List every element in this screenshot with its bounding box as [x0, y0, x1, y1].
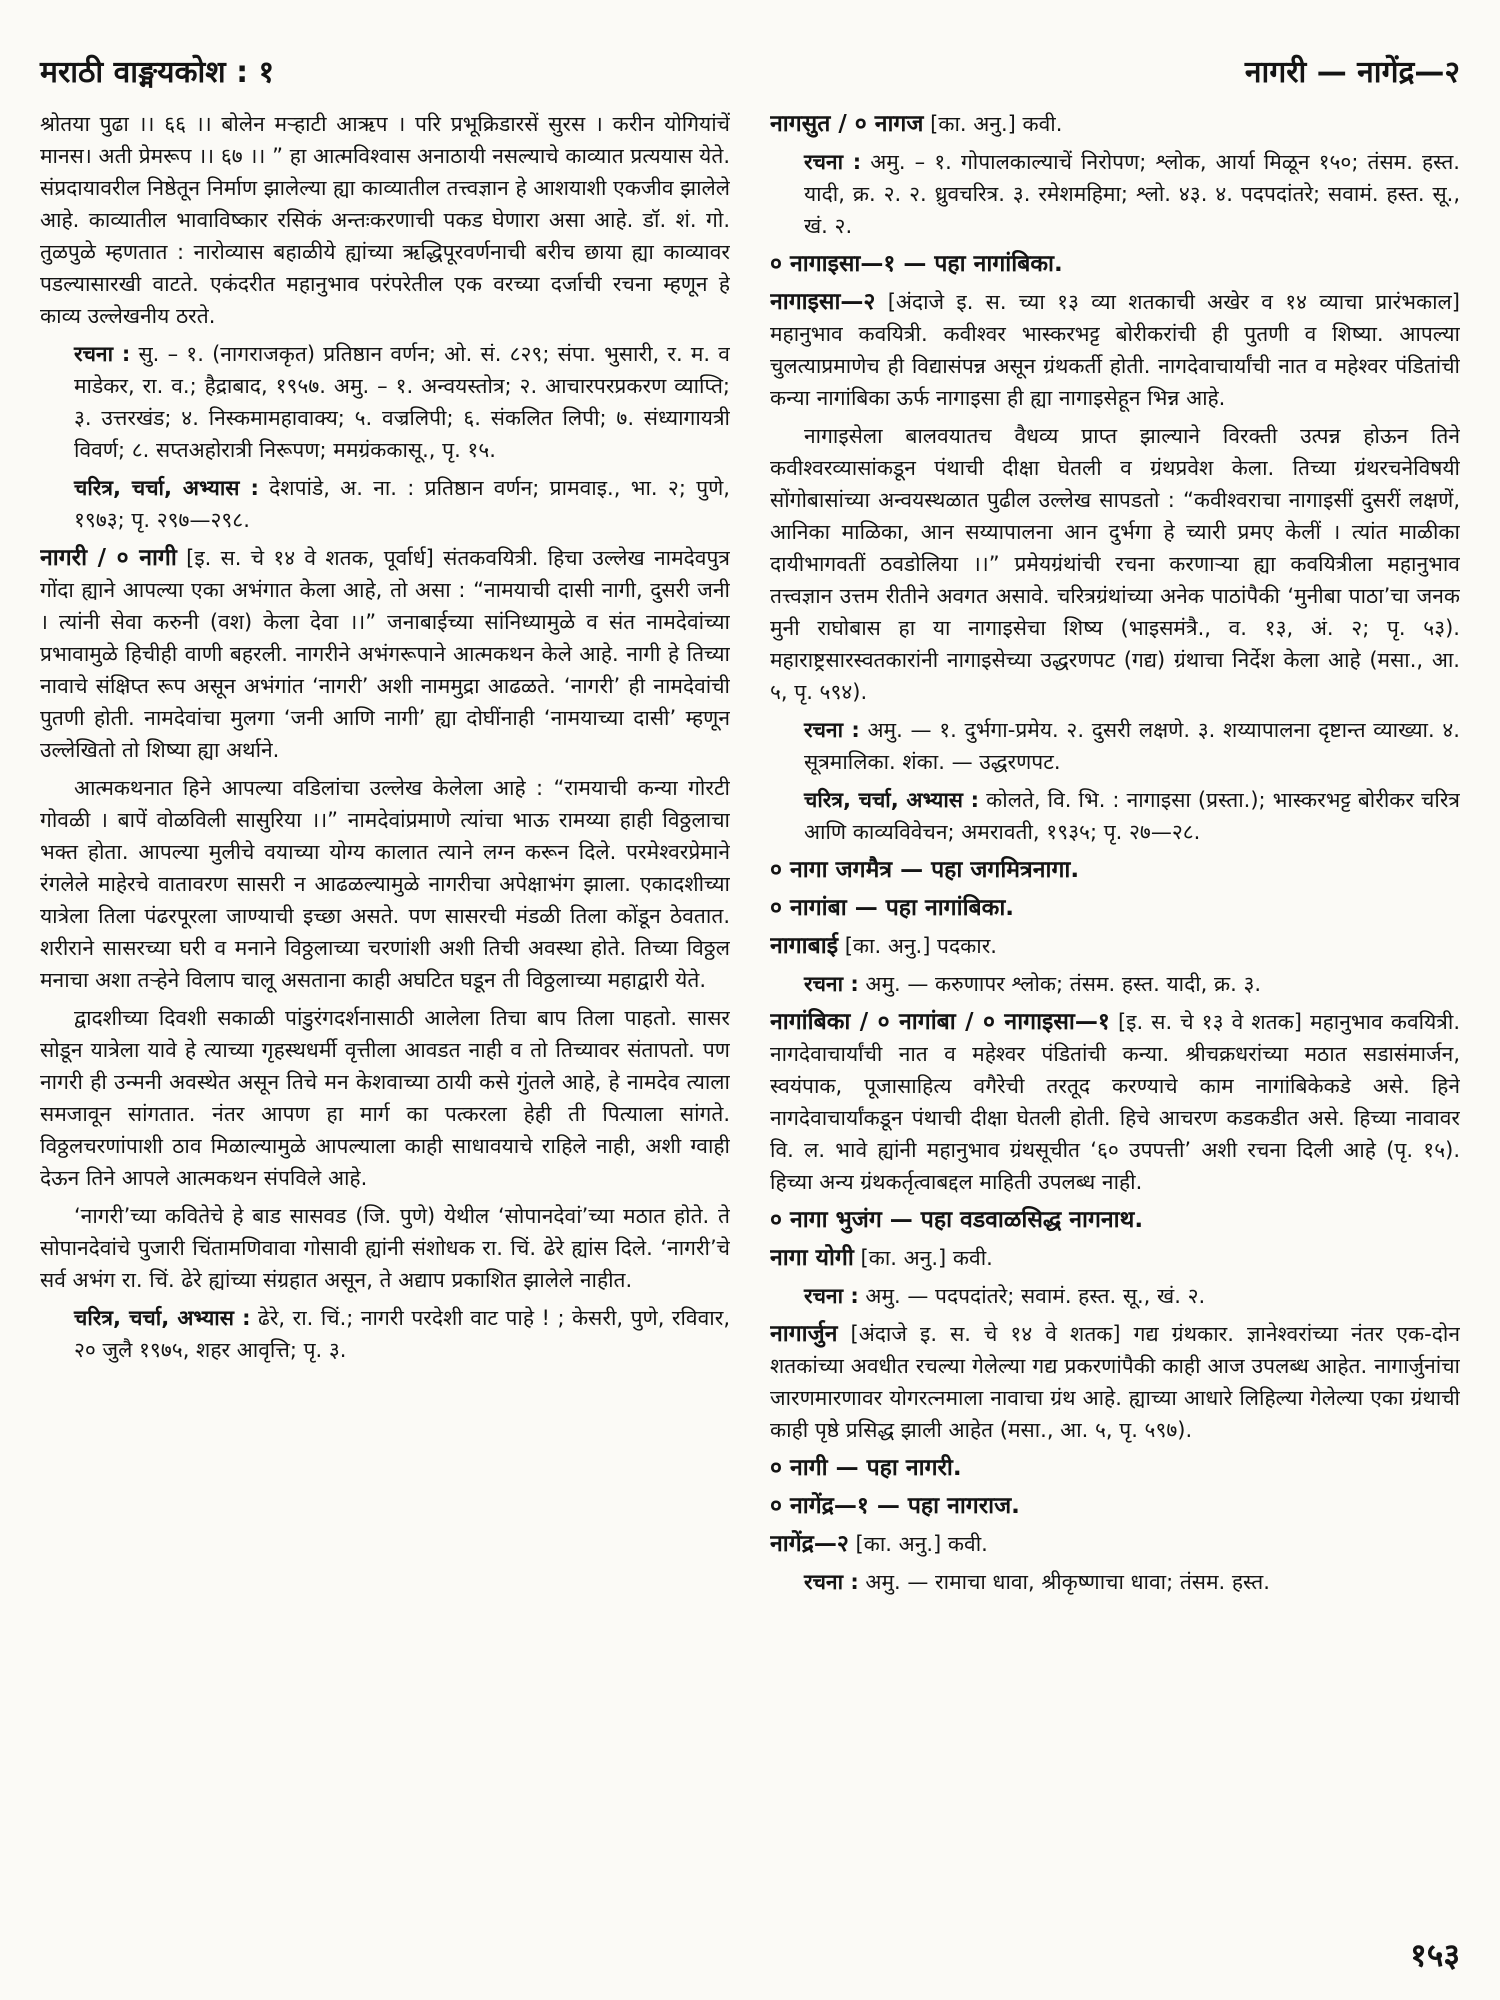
works-text: अमु. — पदपदांतरे; सवामं. हस्त. सू., खं. २.	[865, 1284, 1206, 1308]
works-label: रचना :	[804, 150, 862, 174]
works-text: अमु. — रामाचा धावा, श्रीकृष्णाचा धावा; तंसम. हस्त.	[865, 1570, 1270, 1594]
works-label: रचना :	[804, 1284, 859, 1308]
cross-reference: ० नागी — पहा नागरी.	[770, 1455, 962, 1481]
cross-reference: ० नागेंद्र—१ — पहा नागराज.	[770, 1493, 1020, 1519]
references-label: चरित्र, चर्चा, अभ्यास :	[804, 788, 980, 812]
entry-nagarjun	[770, 1318, 1460, 1446]
page-number: १५३	[1410, 1936, 1460, 1974]
book-title: मराठी वाङ्मयकोश : १	[40, 54, 275, 90]
works-label: रचना :	[804, 718, 860, 742]
works-text: सु. – १. (नागराजकृत) प्रतिष्ठान वर्णन; ओ. सं. ८२९; संपा. भुसारी, र. म. व माडेकर, रा. व.; हैद्राबाद, १९५७. अमु. – १. अन्वयस्तोत्र; २. आचारपरप्रकरण व्याप्ति; ३. उत्तरखंड; ४. निस्कमामहावाक्य; ५. वज्रलिपी; ६. संकलित लिपी; ७. संध्यागायत्री विवर्ण; ८. सप्तअहोरात्री निरूपण; ममग्रंककासू., पृ. १५.	[74, 342, 730, 462]
entry-text: [का. अनु.] कवी.	[855, 1532, 988, 1556]
entry-text: [अंदाजे इ. स. चे १४ वे शतक] गद्य ग्रंथकार. ज्ञानेश्वरांच्या नंतर एक-दोन शतकांच्या अवधीत रचल्या गेलेल्या गद्य प्रकरणांपैकी काही आज उपलब्ध आहेत. नागार्जुनांचा जारणमारणावर योगरत्नमाला नावाचा ग्रंथ आहे. ह्याच्या आधारे लिहिल्या गेलेल्या एका ग्रंथाची काही पृष्ठे प्रसिद्ध झाली आहेत (मसा., आ. ५, पृ. ५९७).	[770, 1322, 1460, 1442]
paragraph: नागाइसेला बालवयातच वैधव्य प्राप्त झाल्याने विरक्ती उत्पन्न होऊन तिने कवीश्वरव्यासांकडून पंथाची दीक्षा घेतली व ग्रंथप्रवेश केला. तिच्या ग्रंथरचनेविषयी सोंगोबासांच्या अन्वयस्थळात पुढील उल्लेख सापडतो : “कवीश्वराचा नागाइसीं दुसरीं लक्षणें, आनिका माळिका, आन सय्यापालना आन दुर्भगा हे च्यारी प्रमए केलीं । त्यांत माळीका दायीभागवतीं ठवडोलिया ।।” प्रमेयग्रंथांची रचना करणाऱ्या ह्या कवयित्रीला महानुभाव तत्त्वज्ञान उत्तम रीतीने अवगत असावे. चरित्रग्रंथांच्या अनेक पाठांपैकी ‘मुनीबा पाठा’चा जनक मुनी राघोबास हा या नागाइसेचा शिष्य (भाइसमंत्रै., व. १३, अं. २; पृ. ५३). महाराष्ट्रसारस्वतकारांनी नागाइसेच्या उद्धरणपट (गद्य) ग्रंथाचा निर्देश केला आहे (मसा., आ. ५, पृ. ५९४).	[770, 424, 1460, 704]
entry-nagabai	[770, 930, 1460, 962]
left-column	[40, 108, 730, 1948]
entry-nagambika	[770, 1006, 1460, 1198]
cross-reference: ० नागाइसा—१ — पहा नागांबिका.	[770, 251, 1063, 277]
entry-headword: नागेंद्र—२	[770, 1531, 849, 1557]
page-header	[40, 40, 1460, 100]
paragraph: आत्मकथनात हिने आपल्या वडिलांचा उल्लेख केलेला आहे : “रामयाची कन्या गोरटी गोवळी । बापें वोळविली सासुरिया ।।” नामदेवांप्रमाणे त्यांचा भाऊ रामय्या हाही विठ्ठलाचा भक्त होता. आपल्या मुलीचे वयाच्या योग्य कालात त्याने लग्न करून दिले. परमेश्वरप्रेमाने रंगलेले माहेरचे वातावरण सासरी न आढळल्यामुळे नागरीचा अपेक्षाभंग झाला. एकादशीच्या यात्रेला तिला पंढरपूरला जाण्याची इच्छा असते. पण सासरची मंडळी तिला कोंडून ठेवतात. शरीराने सासरच्या घरी व मनाने विठ्ठलाच्या चरणांशी अशी तिची अवस्था होते. तिच्या विठ्ठल मनाचा अशा तऱ्हेने विलाप चालू असताना काही अघटित घडून ती विठ्ठलाच्या महाद्वारी येते.	[40, 776, 730, 992]
entry-works	[770, 146, 1460, 242]
cross-reference: ० नागांबा — पहा नागांबिका.	[770, 895, 1015, 921]
entry-text: [इ. स. चे १४ वे शतक, पूर्वार्ध] संतकवयित्री. हिचा उल्लेख नामदेवपुत्र गोंदा ह्याने आपल्या एका अभंगात केला आहे, तो असा : “नामयाची दासी नागी, दुसरी जनी । त्यांनी सेवा करुनी (वश) केला देवा ।।” जनाबाईच्या सांनिध्यामुळे व संत नामदेवांच्या प्रभावामुळे हिचीही वाणी बहरली. नागरीने अभंगरूपाने आत्मकथन केले आहे. नागी हे तिच्या नावाचे संक्षिप्त रूप असून अभंगांत ‘नागरी’ अशी नाममुद्रा आढळते. ‘नागरी’ ही नामदेवांची पुतणी होती. नामदेवांचा मुलगा ‘जनी आणि नागी’ ह्या दोघींनाही ‘नामयाच्या दासी’ म्हणून उल्लेखितो तो शिष्या ह्या अर्थाने.	[40, 546, 730, 762]
entry-works	[770, 714, 1460, 778]
page-range-title: नागरी — नागेंद्र—२	[1244, 54, 1460, 90]
works-label: रचना :	[804, 972, 859, 996]
entry-text: [का. अनु.] पदकार.	[844, 934, 997, 958]
entry-works	[770, 1566, 1460, 1598]
references-text: कोलते, वि. भि. : नागाइसा (प्रस्ता.); भास्करभट्ट बोरीकर चरित्र आणि काव्यविवेचन; अमरावती, १९३५; पृ. २७—२८.	[804, 788, 1460, 844]
entry-text: [का. अनु.] कवी.	[930, 112, 1063, 136]
works-label: रचना :	[804, 1570, 859, 1594]
paragraph: ‘नागरी’च्या कवितेचे हे बाड सासवड (जि. पुणे) येथील ‘सोपानदेवां’च्या मठात होते. ते सोपानदेवांचे पुजारी चिंतामणिवावा गोसावी ह्यांनी संशोधक रा. चिं. ढेरे ह्यांस दिले. ‘नागरी’चे सर्व अभंग रा. चिं. ढेरे ह्यांच्या संग्रहात असून, ते अद्याप प्रकाशित झालेले नाहीत.	[40, 1204, 730, 1292]
references-label: चरित्र, चर्चा, अभ्यास :	[74, 1306, 251, 1330]
works-text: अमु. — करुणापर श्लोक; तंसम. हस्त. यादी, क्र. ३.	[865, 972, 1262, 996]
entry-references	[40, 1302, 730, 1366]
references-label: चरित्र, चर्चा, अभ्यास :	[74, 476, 259, 500]
entry-works	[770, 1280, 1460, 1312]
references-text: देशपांडे, अ. ना. : प्रतिष्ठान वर्णन; प्रामवाइ., भा. २; पुणे, १९७३; पृ. २९७—२९८.	[74, 476, 730, 532]
works-text: अमु. – १. गोपालकाल्याचें निरोपण; श्लोक, आर्या मिळून १५०; तंसम. हस्त. यादी, क्र. २. २. ध्रुवचरित्र. ३. रमेशमहिमा; श्लो. ४३. ४. पदपदांतरे; सवामं. हस्त. सू., खं. २.	[804, 150, 1460, 238]
entry-headword: नागरी / ० नागी	[40, 545, 177, 571]
entry-headword: नागांबिका / ० नागांबा / ० नागाइसा—१	[770, 1009, 1110, 1035]
entry-text: [का. अनु.] कवी.	[860, 1246, 993, 1270]
works-label: रचना :	[74, 342, 131, 366]
references-text: ढेरे, रा. चिं.; नागरी परदेशी वाट पाहे ! ; केसरी, पुणे, रविवार, २० जुलै १९७५, शहर आवृत्ति; पृ. ३.	[74, 1306, 730, 1362]
entry-nagasut	[770, 108, 1460, 140]
entry-text: [अंदाजे इ. स. च्या १३ व्या शतकाची अखेर व १४ व्याचा प्रारंभकाल] महानुभाव कवयित्री. कवीश्वर भास्करभट्ट बोरीकरांची ही पुतणी व शिष्या. आपल्या चुलत्याप्रमाणेच ही विद्यासंपन्न असून ग्रंथकर्ती होती. नागदेवाचार्यांची नात व महेश्वर पंडितांची कन्या नागांबिका ऊर्फ नागाइसा ही ह्या नागाइसेहून भिन्न आहे.	[770, 290, 1460, 410]
works-text: अमु. — १. दुर्भगा-प्रमेय. २. दुसरी लक्षणे. ३. शय्यापालना दृष्टान्त व्याख्या. ४. सूत्रमालिका. शंका. — उद्धरणपट.	[804, 718, 1460, 774]
entry-works	[40, 338, 730, 466]
entry-nagaisa-2	[770, 286, 1460, 414]
paragraph: द्वादशीच्या दिवशी सकाळी पांडुरंगदर्शनासाठी आलेला तिचा बाप तिला पाहतो. सासर सोडून यात्रेला यावे हे त्याच्या गृहस्थधर्मी वृत्तीला आवडत नाही व तो तिच्यावर संतापतो. पण नागरी ही उन्मनी अवस्थेत असून तिचे मन केशवाच्या ठायी कसे गुंतले आहे, हे नामदेव त्याला समजावून सांगतात. नंतर आपण हा मार्ग का पत्करला हेही ती पित्याला सांगते. विठ्ठलचरणांपाशी ठाव मिळाल्यामुळे आपल्याला काही साधावयाचे राहिले नाही, अशी ग्वाही देऊन तिने आपले आत्मकथन संपविले आहे.	[40, 1006, 730, 1190]
entry-works	[770, 968, 1460, 1000]
entry-references	[40, 472, 730, 536]
entry-nagendra-2	[770, 1528, 1460, 1560]
entry-nagari	[40, 542, 730, 766]
cross-reference: ० नागा जगमैत्र — पहा जगमित्रनागा.	[770, 857, 1080, 883]
entry-headword: नागाइसा—२	[770, 289, 876, 315]
entry-references	[770, 784, 1460, 848]
entry-naga-yogi	[770, 1242, 1460, 1274]
right-column	[770, 108, 1460, 1948]
entry-headword: नागसुत / ० नागज	[770, 111, 924, 137]
cross-reference: ० नागा भुजंग — पहा वडवाळसिद्ध नागनाथ.	[770, 1207, 1144, 1233]
entry-headword: नागाबाई	[770, 933, 839, 959]
entry-text: [इ. स. चे १३ वे शतक] महानुभाव कवयित्री. नागदेवाचार्यांची नात व महेश्वर पंडितांची कन्या. श्रीचक्रधरांच्या मठात सडासंमार्जन, स्वयंपाक, पूजासाहित्य वगैरेची तरतूद करण्याचे काम नागांबिकेकडे असे. हिने नागदेवाचार्यांकडून पंथाची दीक्षा घेतली होती. हिचे आचरण कडकडीत असे. हिच्या नावावर वि. ल. भावे ह्यांनी महानुभाव ग्रंथसूचीत ‘६० उपपत्ती’ अशी रचना दिली आहे (पृ. १५). हिच्या अन्य ग्रंथकर्तृत्वाबद्दल माहिती उपलब्ध नाही.	[770, 1010, 1460, 1194]
entry-headword: नागार्जुन	[770, 1321, 838, 1347]
entry-headword: नागा योगी	[770, 1245, 854, 1271]
paragraph: श्रोतया पुढा ।। ६६ ।। बोलेन मऱ्हाटी आऋप । परि प्रभूक्रिडारसें सुरस । करीन योगियांचें मानस। अती प्रेमरूप ।। ६७ ।। ” हा आत्मविश्वास अनाठायी नसल्याचे काव्यात प्रत्ययास येते. संप्रदायावरील निष्ठेतून निर्माण झालेल्या ह्या काव्यातील तत्त्वज्ञान हे आशयाशी एकजीव झालेले आहे. काव्यातील भावाविष्कार रसिकं अन्तःकरणाची पकड घेणारा असा आहे. डॉ. शं. गो. तुळपुळे म्हणतात : नारोव्यास बहाळीये ह्यांच्या ऋद्धिपूरवर्णनाची बरीच छाया ह्या काव्यावर पडल्यासारखी वाटते. एकंदरीत महानुभाव परंपरेतील एक वरच्या दर्जाची रचना म्हणून हे काव्य उल्लेखनीय ठरते.	[40, 112, 730, 328]
